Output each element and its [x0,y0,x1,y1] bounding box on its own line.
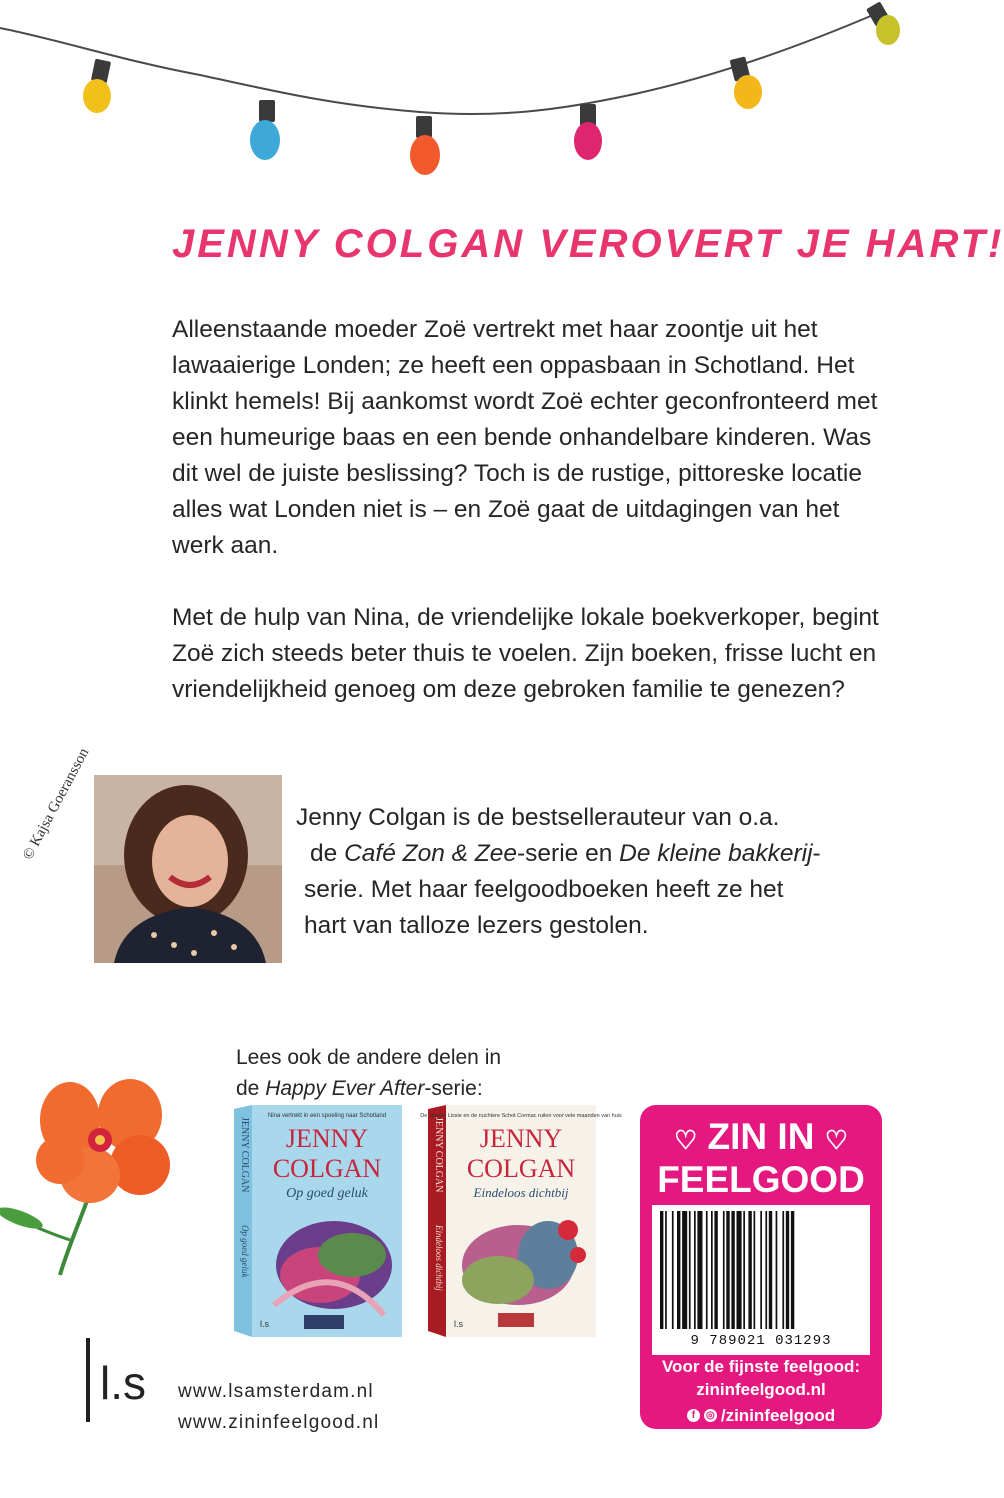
url-lsamsterdam[interactable]: www.lsamsterdam.nl [178,1381,374,1402]
svg-text:JENNY COLGAN: JENNY COLGAN [239,1117,250,1193]
social-handle[interactable]: f ◎ /zininfeelgood [687,1404,835,1427]
bulb-blue [250,100,280,160]
bulb-yellow-2 [730,56,762,109]
svg-text:JENNY: JENNY [285,1124,369,1153]
blurb-paragraph-2: Met de hulp van Nina, de vriendelijke lokale boekverkoper, begint Zoë zich steeds beter thuis te voelen. Zijn boeken, frisse lucht en vriendelijkheid genoeg om deze gebroken familie te genezen? [172,604,879,703]
badge-title: ♡ ZIN IN ♡ FEELGOOD [657,1116,865,1200]
website-links [178,1376,379,1438]
svg-text:l.s: l.s [454,1319,463,1329]
heart-icon: ♡ [673,1125,698,1155]
author-bio: Jenny Colgan is de bestsellerauteur van o.a. de Café Zon & Zee-serie en De kleine bakkerij- serie. Met haar feelgoodboeken heeft ze het hart van talloze lezers gestolen. [296,800,876,944]
svg-text:COLGAN: COLGAN [272,1154,382,1183]
url-zininfeelgood[interactable]: www.zininfeelgood.nl [178,1412,380,1433]
photo-credit: © Kajsa Goeransson [20,745,93,863]
isbn-number: 9 789021 031293 [690,1333,832,1349]
fairy-lights-illustration [0,0,960,200]
heart-icon: ♡ [824,1125,849,1155]
svg-text:JENNY: JENNY [479,1124,563,1153]
svg-text:l.s: l.s [260,1319,269,1329]
badge-footer: Voor de fijnste feelgood: zininfeelgood.nl f ◎ /zininfeelgood [640,1355,882,1427]
headline: JENNY COLGAN VEROVERT JE HART! [172,222,1004,266]
flower-illustration [0,1060,200,1280]
svg-text:Op goed geluk: Op goed geluk [286,1186,368,1201]
blurb-paragraph-1: Alleenstaande moeder Zoë vertrekt met haar zoontje uit het lawaaierige Londen; ze heeft een oppasbaan in Schotland. Het klinkt hemels! Bij aankomst wordt Zoë echter geconfronteerd met een humeurige baas en een bende onhandelbare kinderen. Was dit wel de juiste beslissing? Toch is de rustige, pittoreske locatie alles wat Londen niet is – en Zoë gaat de uitdagingen van het werk aan. [172,316,878,559]
bio-line-series: de Café Zon & Zee-serie en De kleine bakkerij- [310,840,821,867]
book-cover-eindeloos-dichtbij [420,1105,622,1342]
badge-url[interactable]: zininfeelgood.nl [696,1380,826,1399]
bulb-yellow-1 [83,59,111,113]
facebook-icon: f [687,1409,700,1422]
book-cover-op-goed-geluk [234,1105,404,1342]
svg-text:JENNY COLGAN: JENNY COLGAN [433,1117,444,1193]
svg-text:Eindeloos dichtbij: Eindeloos dichtbij [473,1185,569,1200]
svg-text:COLGAN: COLGAN [466,1154,576,1183]
instagram-icon: ◎ [704,1409,717,1422]
also-read-heading: Lees ook de andere delen in de Happy Ever After-serie: [236,1046,502,1100]
zin-in-feelgood-badge [640,1105,882,1429]
svg-text:Eindeloos dichtbij: Eindeloos dichtbij [434,1225,444,1291]
svg-text:Nina vertrekt in een spoeling: Nina vertrekt in een spoeling naar Schotland [267,1113,387,1119]
bulb-orange [410,116,440,175]
bulb-pink [574,104,602,160]
author-photo [94,775,282,963]
barcode [652,1205,870,1355]
svg-text:De stoelse Lissie en de nuchte: De stoelse Lissie en de nuchtere Schot Cormac ruilen voor vele maanden van huis [420,1113,622,1119]
bulb-green-yellow [866,1,900,45]
svg-text:Op goed geluk: Op goed geluk [240,1225,250,1278]
